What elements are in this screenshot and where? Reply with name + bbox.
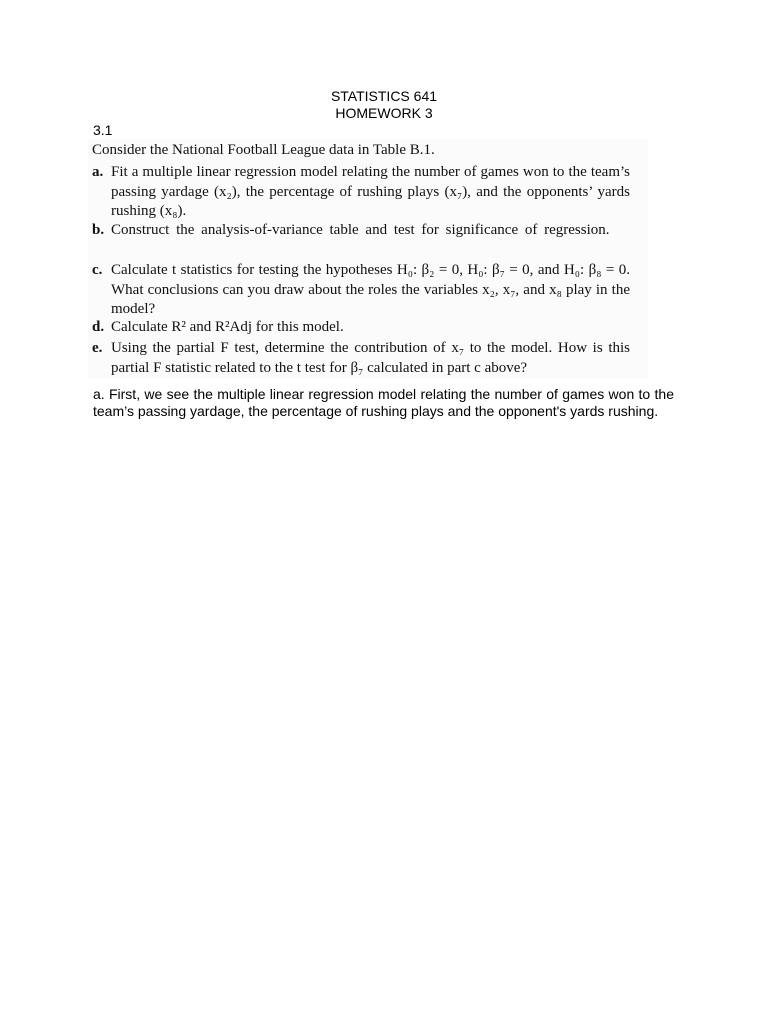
part-letter: c. bbox=[92, 262, 103, 278]
problem-part-c bbox=[92, 261, 630, 320]
part-letter: a. bbox=[92, 164, 104, 180]
part-letter: e. bbox=[92, 340, 103, 356]
assignment-title: HOMEWORK 3 bbox=[335, 105, 433, 121]
part-text: Calculate t statistics for testing the hypotheses H₀: β₂ = 0, H₀: β₇ = 0, and H₀: β₈ = 0. What conclusions can you draw about the roles the variables x₂, x₇, and x₈ play in the model? bbox=[111, 262, 630, 317]
problem-intro: Consider the National Football League data in Table B.1. bbox=[92, 142, 435, 158]
part-text: Fit a multiple linear regression model relating the number of games won to the team’s passing yardage (x₂), the percentage of rushing plays (x₇), and the opponents’ yards rushing (x₈). bbox=[111, 164, 630, 219]
answer-paragraph: a. First, we see the multiple linear regression model relating the number of games won to the team’s passing yardage, the percentage of rushing plays and the opponent's yards rushing. bbox=[93, 386, 674, 419]
textbook-excerpt bbox=[88, 139, 648, 379]
problem-part-d bbox=[92, 318, 630, 338]
part-letter: d. bbox=[92, 319, 105, 335]
problem-part-b bbox=[92, 221, 630, 241]
part-text: Calculate R² and R²Adj for this model. bbox=[111, 319, 344, 335]
part-text: Construct the analysis-of-variance table and test for significance of regression. bbox=[111, 222, 610, 238]
problem-number: 3.1 bbox=[93, 122, 113, 138]
part-letter: b. bbox=[92, 222, 105, 238]
course-title: STATISTICS 641 bbox=[330, 88, 438, 104]
problem-part-e bbox=[92, 339, 630, 378]
part-text: Using the partial F test, determine the contribution of x₇ to the model. How is this partial F statistic related to the t test for β₇ calculated in part c above? bbox=[111, 340, 630, 376]
problem-part-a bbox=[92, 163, 630, 222]
